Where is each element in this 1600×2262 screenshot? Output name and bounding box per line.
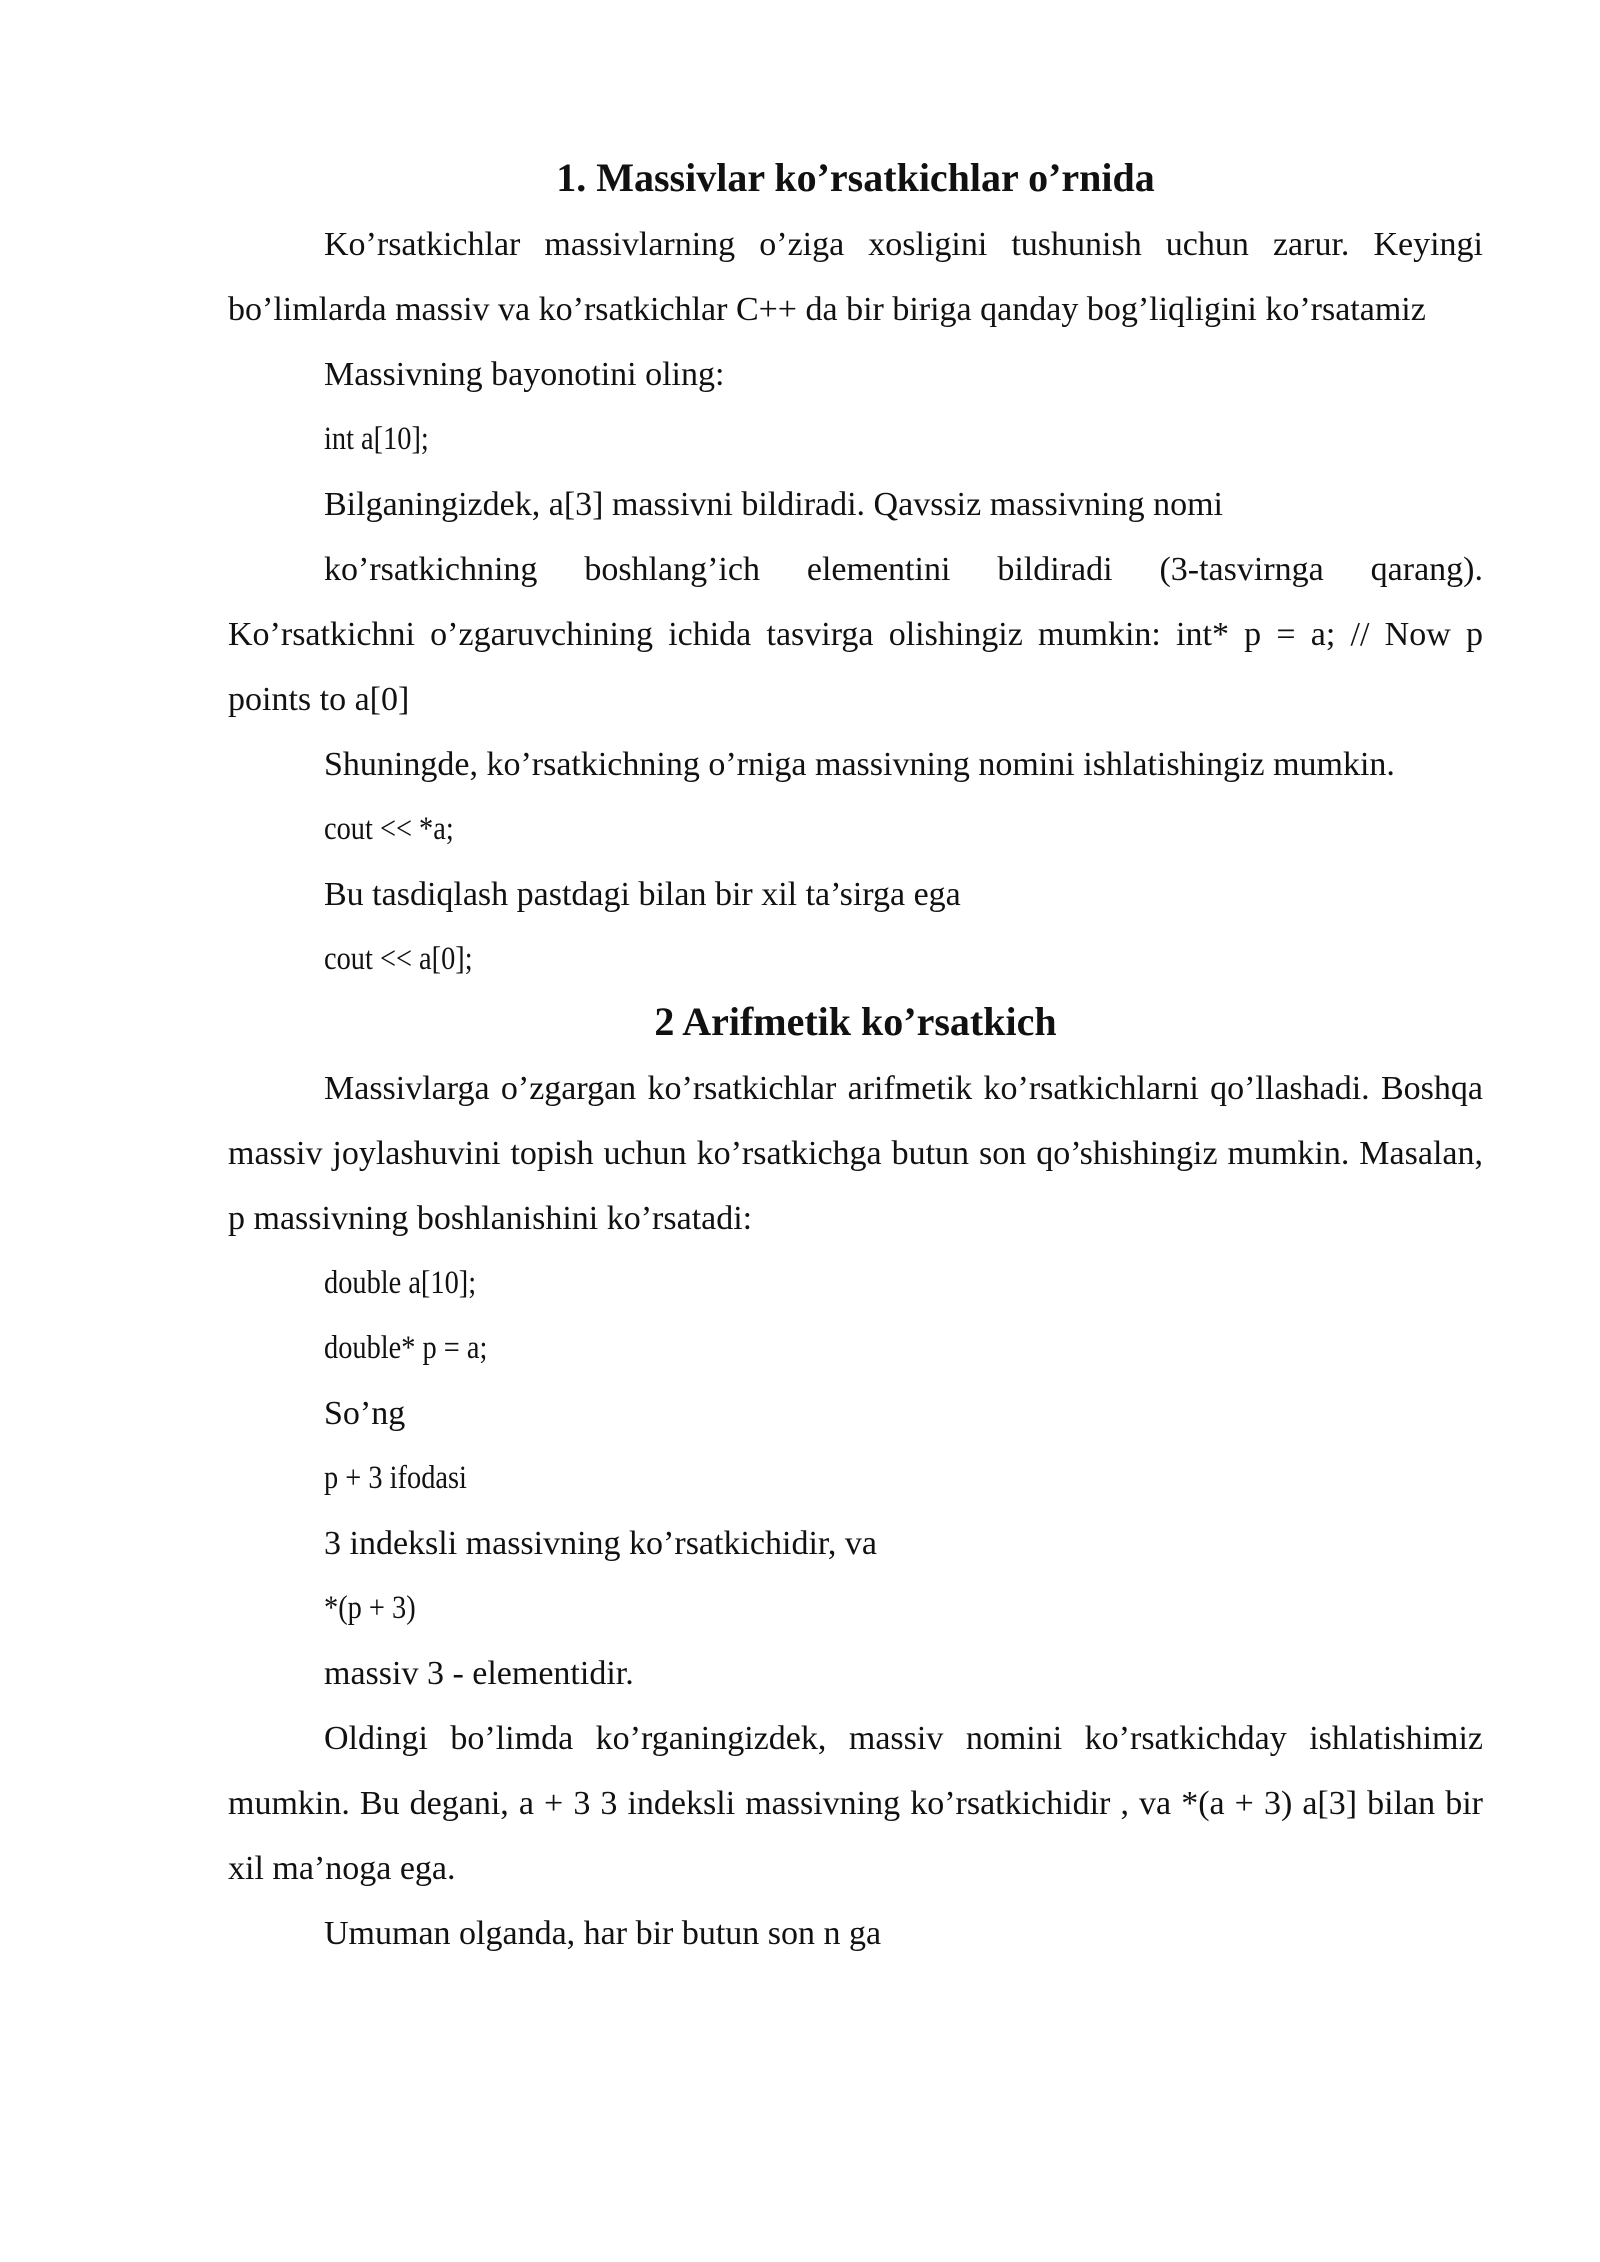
section-2-heading: 2 Arifmetik ko’rsatkich — [654, 999, 1057, 1044]
code-line-cout-index — [228, 927, 1483, 992]
section-1-paragraph-name-as-pointer: Shuningde, ko’rsatkichning o’rniga massivning nomini ishlatishingiz mumkin. — [324, 746, 1395, 783]
document-page — [228, 150, 1483, 1966]
section-1-paragraph-declaration: Massivning bayonotini oling: — [324, 356, 725, 393]
code-line-p-plus-3 — [228, 1446, 1483, 1511]
code-text: cout << *a; — [324, 811, 454, 847]
code-text: cout << a[0]; — [324, 941, 473, 977]
code-line-double-array — [228, 1251, 1483, 1316]
section-1-paragraph-pointer: ko’rsatkichning boshlang’ich elementini bildiradi (3-tasvirnga qarang). Ko’rsatkichni o’zgaruvchining ichida tasvirga olishingiz mumkin: int* p = a; // Now p points to a[0] — [228, 551, 1483, 718]
code-line-deref-p-plus-3 — [228, 1576, 1483, 1641]
section-2-paragraph-intro: Massivlarga o’zgargan ko’rsatkichlar arifmetik ko’rsatkichlarni qo’llashadi. Boshqa massiv joylashuvini topish uchun ko’rsatkichga butun son qo’shishingiz mumkin. Masalan, p massivning boshlanishini ko’rsatadi: — [228, 1070, 1483, 1237]
section-1-heading: 1. Massivlar ko’rsatkichlar o’rnida — [556, 155, 1155, 200]
section-2-paragraph-then: So’ng — [324, 1395, 406, 1432]
code-text: double a[10]; — [324, 1265, 477, 1301]
code-line-cout-deref — [228, 797, 1483, 862]
code-text: p + 3 ifodasi — [324, 1460, 467, 1496]
section-2-paragraph-previous-section: Oldingi bo’limda ko’rganingizdek, massiv nomini ko’rsatkichday ishlatishimiz mumkin. Bu degani, a + 3 3 indeksli massivning ko’rsatkichidir , va *(a + 3) a[3] bilan bir xil ma’noga ega. — [228, 1720, 1483, 1887]
code-line-double-pointer — [228, 1316, 1483, 1381]
code-text: int a[10]; — [324, 421, 429, 457]
code-text: double* p = a; — [324, 1330, 488, 1366]
section-1-paragraph-intro: Ko’rsatkichlar massivlarning o’ziga xosligini tushunish uchun zarur. Keyingi bo’limlarda massiv va ko’rsatkichlar C++ da bir biriga qanday bog’liqligini ko’rsatamiz — [228, 226, 1483, 328]
code-line-int-array — [228, 407, 1483, 472]
section-1-paragraph-brackets: Bilganingizdek, a[3] massivni bildiradi. Qavssiz massivning nomi — [324, 486, 1223, 523]
section-2-paragraph-element: massiv 3 - elementidir. — [324, 1655, 634, 1692]
section-2-paragraph-in-general: Umuman olganda, har bir butun son n ga — [324, 1915, 882, 1952]
section-2-paragraph-index-pointer: 3 indeksli massivning ko’rsatkichidir, va — [324, 1525, 877, 1562]
section-1-paragraph-same-effect: Bu tasdiqlash pastdagi bilan bir xil ta’sirga ega — [324, 876, 961, 913]
code-text: *(p + 3) — [324, 1590, 416, 1626]
